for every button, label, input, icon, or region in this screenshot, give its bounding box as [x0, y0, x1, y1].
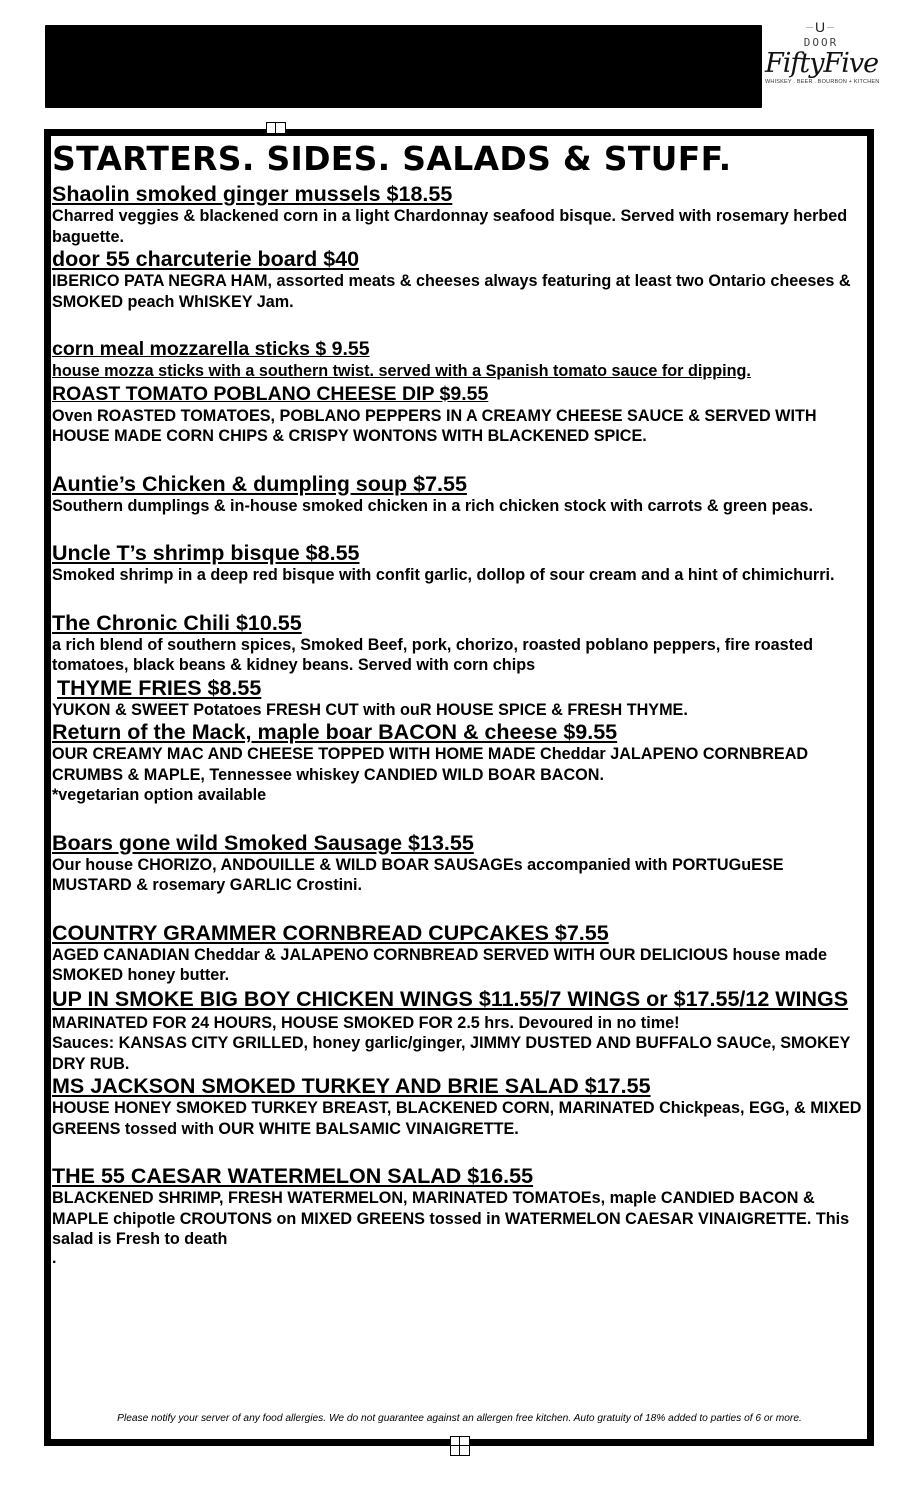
crest-icon: —U— — [805, 19, 837, 35]
item-desc: Smoked shrimp in a deep red bisque with confit garlic, dollop of sour cream and a hint of chimichurri. — [52, 566, 835, 584]
item-desc: MARINATED FOR 24 HOURS, HOUSE SMOKED FOR 2.5 hrs. Devoured in no time! — [52, 1013, 680, 1032]
item-desc: Southern dumplings & in-house smoked chicken in a rich chicken stock with carrots & green peas. — [52, 496, 813, 515]
item-desc: Oven ROASTED TOMATOES, POBLANO PEPPERS IN A CREAMY CHEESE SAUCE & SERVED WITH HOUSE MADE CORN CHIPS & CRISPY WONTONS WITH BLACKENED SPICE. — [52, 406, 817, 445]
item-title: Auntie’s Chicken & dumpling soup $7.55 — [52, 471, 467, 496]
allergy-footnote: Please notify your server of any food allergies. We do not guarantee against an allergen free kitchen. Auto gratuity of 18% added to parties of 6 or more. — [117, 1413, 802, 1424]
trailing-mark: . — [52, 1249, 57, 1267]
item-title: THE 55 CAESAR WATERMELON SALAD $16.55 — [52, 1164, 534, 1188]
menu-item — [52, 676, 867, 700]
item-desc: Charred veggies & blackened corn in a light Chardonnay seafood bisque. Served with rosemary herbed baguette. — [52, 207, 848, 246]
item-desc: Our house CHORIZO, ANDOUILLE & WILD BOAR SAUSAGEs accompanied with PORTUGuESE MUSTARD & rosemary GARLIC Crostini. — [52, 855, 784, 894]
logo-tagline: WHISKEY . BEER . BOURBON + KITCHEN — [765, 79, 880, 85]
logo-door-text: DOOR — [803, 36, 839, 49]
item-title: corn meal mozzarella sticks $ 9.55 — [52, 338, 370, 360]
menu-item — [52, 1164, 867, 1250]
menu-item — [52, 720, 867, 806]
item-title: COUNTRY GRAMMER CORNBREAD CUPCAKES $7.55 — [52, 920, 609, 945]
menu-item — [52, 247, 867, 312]
menu-item — [52, 831, 867, 896]
item-title: The Chronic Chili $10.55 — [52, 610, 302, 635]
menu-content — [52, 140, 867, 1268]
item-title: UP IN SMOKE BIG BOY CHICKEN WINGS $11.55/7 WINGS or $17.55/12 WINGS — [52, 986, 849, 1011]
item-note: *vegetarian option available — [52, 786, 267, 804]
page-title: STARTERS. SIDES. SALADS & STUFF. — [52, 139, 732, 178]
restaurant-logo — [765, 19, 880, 110]
menu-item — [52, 1074, 867, 1139]
logo-script-text: FiftyFive — [765, 48, 879, 79]
header-banner — [45, 25, 762, 108]
menu-item — [52, 337, 867, 382]
item-desc: OUR CREAMY MAC AND CHEESE TOPPED WITH HOME MADE Cheddar JALAPENO CORNBREAD CRUMBS & MAPLE, Tennessee whiskey CANDIED WILD BOAR BACON. — [52, 745, 809, 784]
item-desc: a rich blend of southern spices, Smoked Beef, pork, chorizo, roasted poblano peppers, fire roasted tomatoes, black beans & kidney beans. Served with corn chips — [52, 635, 813, 674]
item-desc: BLACKENED SHRIMP, FRESH WATERMELON, MARINATED TOMATOEs, maple CANDIED BACON & MAPLE chipotle CROUTONS on MIXED GREENS tossed in WATERMELON CAESAR VINAIGRETTE. This salad is Fresh to death — [52, 1189, 850, 1248]
item-note: Sauces: KANSAS CITY GRILLED, honey garlic/ginger, JIMMY DUSTED AND BUFFALO SAUCe, SMOKEY DRY RUB. — [52, 1034, 851, 1073]
spacer — [52, 1139, 867, 1164]
spacer — [52, 312, 867, 337]
spacer — [52, 447, 867, 472]
menu-item — [52, 611, 867, 676]
spacer — [52, 516, 867, 541]
item-title: MS JACKSON SMOKED TURKEY AND BRIE SALAD $17.55 — [52, 1074, 651, 1098]
item-desc: house mozza sticks with a southern twist. served with a Spanish tomato sauce for dipping. — [52, 362, 751, 380]
menu-item — [52, 921, 867, 986]
spacer — [52, 896, 867, 921]
spacer — [52, 586, 867, 611]
menu-item — [52, 541, 867, 586]
plus-handle-icon — [450, 1436, 470, 1456]
item-title: THYME FRIES $8.55 — [57, 675, 262, 700]
item-title: Boars gone wild Smoked Sausage $13.55 — [52, 830, 474, 855]
menu-item — [52, 472, 867, 517]
item-title: door 55 charcuterie board $40 — [52, 247, 360, 271]
menu-item — [52, 382, 867, 447]
item-title: Uncle T’s shrimp bisque $8.55 — [52, 541, 360, 565]
menu-item — [52, 700, 867, 721]
menu-item — [52, 986, 867, 1075]
item-title: Return of the Mack, maple boar BACON & cheese $9.55 — [52, 720, 618, 744]
handle-top-icon — [266, 122, 286, 133]
item-desc: YUKON & SWEET Potatoes FRESH CUT with ouR HOUSE SPICE & FRESH THYME. — [52, 700, 688, 719]
item-desc: AGED CANADIAN Cheddar & JALAPENO CORNBREAD SERVED WITH OUR DELICIOUS house made SMOKED honey butter. — [52, 945, 827, 984]
item-desc: IBERICO PATA NEGRA HAM, assorted meats & cheeses always featuring at least two Ontario cheeses & SMOKED peach WhISKEY Jam. — [52, 272, 851, 311]
item-desc: HOUSE HONEY SMOKED TURKEY BREAST, BLACKENED CORN, MARINATED Chickpeas, EGG, & MIXED GREENS tossed with OUR WHITE BALSAMIC VINAIGRETTE. — [52, 1099, 862, 1138]
item-title: ROAST TOMATO POBLANO CHEESE DIP $9.55 — [52, 382, 489, 405]
item-title: Shaolin smoked ginger mussels $18.55 — [52, 182, 453, 206]
spacer — [52, 806, 867, 831]
menu-item — [52, 182, 867, 247]
